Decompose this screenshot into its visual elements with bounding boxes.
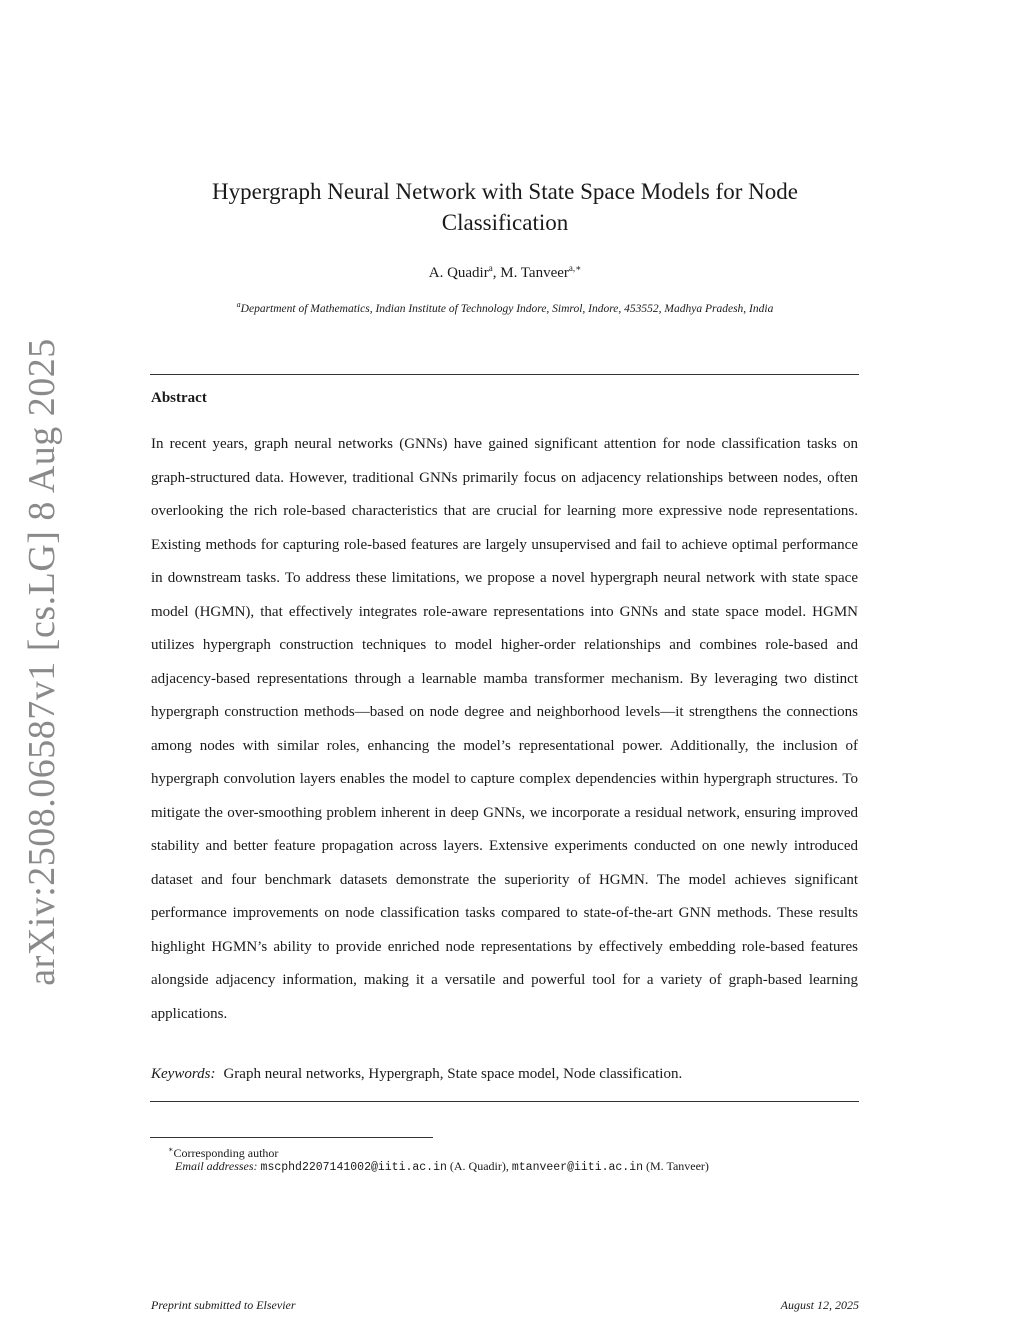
email-label: Email addresses: (175, 1159, 258, 1173)
keywords-text: Graph neural networks, Hypergraph, State space model, Node classification. (223, 1066, 683, 1082)
abstract-top-rule (150, 374, 859, 375)
arxiv-identifier-stamp: arXiv:2508.06587v1 [cs.LG] 8 Aug 2025 (21, 338, 63, 986)
author-name: A. Quadir (428, 265, 489, 281)
email-owner: (A. Quadir), (449, 1159, 509, 1173)
email-link[interactable]: mscphd2207141002@iiti.ac.in (260, 1161, 447, 1174)
email-addresses (175, 1158, 709, 1176)
abstract-body: In recent years, graph neural networks (GNNs) have gained significant attention for node classification tasks on graph-structured data. However, traditional GNNs primarily focus on adjacency relationships between nodes, often overlooking the rich role-based characteristics that are crucial for learning more expressive node representations. Existing methods for capturing role-based features are largely unsupervised and fail to achieve optimal performance in downstream tasks. To address these limitations, we propose a novel hypergraph neural network with state space model (HGMN), that effectively integrates role-aware representations into GNNs and state space model. HGMN utilizes hypergraph construction techniques to model higher-order relationships and combines role-based and adjacency-based representations through a learnable mamba transformer mechanism. By leveraging two distinct hypergraph construction methods—based on node degree and neighborhood levels—it strengthens the connections among nodes with similar roles, enhancing the model’s representational power. Additionally, the inclusion of hypergraph convolution layers enables the model to capture complex dependencies within hypergraph structures. To mitigate the over-smoothing problem inherent in deep GNNs, we incorporate a residual network, ensuring improved stability and better feature propagation across layers. Extensive experiments conducted on one newly introduced dataset and four benchmark datasets demonstrate the superiority of HGMN. The model achieves significant performance improvements on node classification tasks compared to state-of-the-art GNN methods. These results highlight HGMN’s ability to provide enriched node representations by effectively embedding role-based features alongside adjacency information, making it a versatile and powerful tool for a variety of graph-based learning applications. (151, 436, 858, 1022)
abstract-bottom-rule (150, 1101, 859, 1102)
author-affiliation-mark: a (488, 263, 493, 273)
keywords-line (151, 1066, 858, 1083)
email-link[interactable]: mtanveer@iiti.ac.in (511, 1161, 643, 1174)
affiliation-mark: a (236, 300, 241, 309)
preprint-footer: Preprint submitted to Elsevier (151, 1298, 296, 1312)
abstract-heading: Abstract (151, 390, 207, 406)
affiliation-text: Department of Mathematics, Indian Institute of Technology Indore, Simrol, Indore, 453552, Madhya Pradesh, India (240, 302, 774, 315)
footnote-mark: ∗ (168, 1145, 174, 1154)
footer-date: August 12, 2025 (780, 1298, 859, 1312)
email-owner: (M. Tanveer) (646, 1159, 709, 1173)
author-affiliation-mark: a,∗ (568, 263, 582, 273)
footnote-rule (150, 1137, 433, 1138)
author-affiliation (150, 300, 860, 315)
footnote-text: Corresponding author (173, 1146, 279, 1160)
paper-title: Hypergraph Neural Network with State Space Models for Node Classification (212, 179, 798, 235)
author-name: M. Tanveer (500, 265, 569, 281)
author-list: A. Quadir$^a$, M. Tanveer$^{a,∗}$ (428, 263, 582, 281)
keywords-label: Keywords: (151, 1066, 216, 1082)
